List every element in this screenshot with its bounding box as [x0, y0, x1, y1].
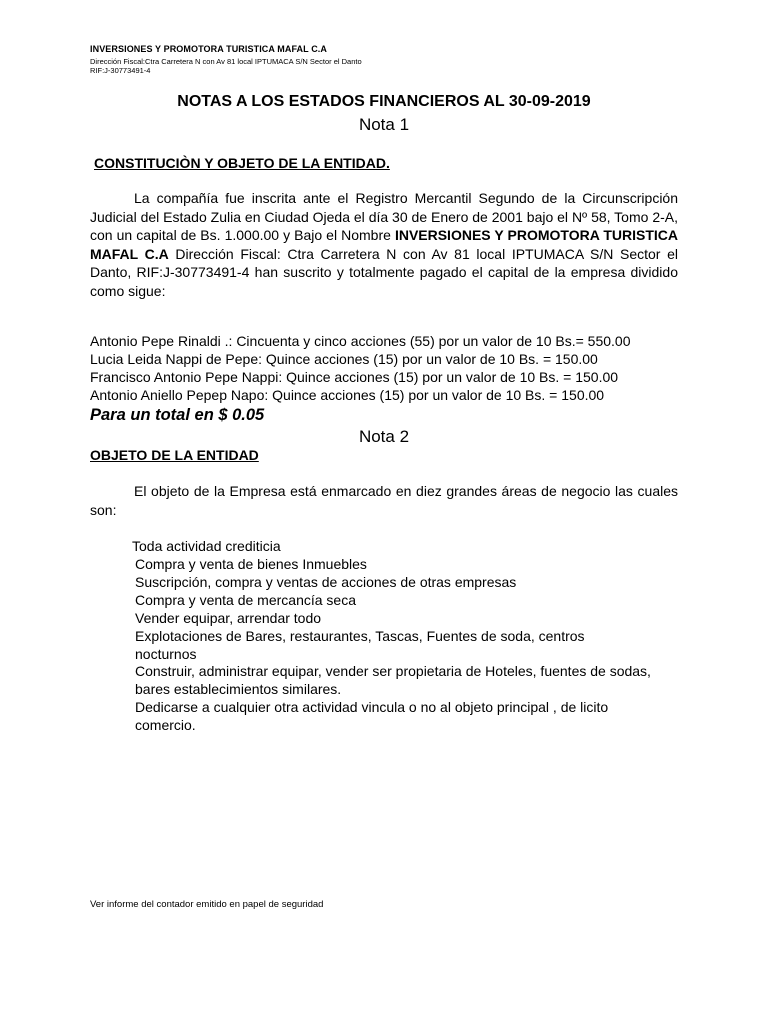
company-header: INVERSIONES Y PROMOTORA TURISTICA MAFAL C.A	[90, 44, 327, 54]
section-1-paragraph	[90, 189, 678, 300]
business-area-item: Compra y venta de mercancía seca	[135, 592, 356, 608]
paragraph-text: El objeto de la Empresa está enmarcado en diez grandes áreas de negocio las cuales son:	[90, 483, 678, 518]
capital-total: Para un total en $ 0.05	[90, 406, 265, 424]
business-area-item: Compra y venta de bienes Inmuebles	[135, 556, 367, 572]
business-area-item: Dedicarse a cualquier otra actividad vincula o no al objeto principal , de licito comercio.	[135, 699, 609, 733]
document-title: NOTAS A LOS ESTADOS FINANCIEROS AL 30-09-2019	[177, 93, 591, 110]
business-area-item: Explotaciones de Bares, restaurantes, Tascas, Fuentes de soda, centros nocturnos	[135, 628, 585, 662]
shareholder-line: Lucia Leida Nappi de Pepe: Quince acciones (15) por un valor de 10 Bs. = 150.00	[90, 351, 598, 367]
paragraph-text: La compañía fue inscrita ante el Registro Mercantil Segundo de la Circunscripción Judicial del Estado Zulia en Ciudad Ojeda el día 30 de Enero de 2001 bajo el Nº 58, Tomo 2-A, con un capital de Bs. 1.000.00 y Bajo el Nombre	[90, 190, 678, 243]
company-rif: RIF:J-30773491-4	[90, 66, 151, 75]
company-address: Dirección Fiscal:Ctra Carretera N con Av 81 local IPTUMACA S/N Sector el Danto	[90, 57, 362, 66]
business-area-item: Toda actividad crediticia	[132, 538, 281, 554]
section-1-heading: CONSTITUCIÒN Y OBJETO DE LA ENTIDAD.	[94, 155, 390, 171]
footer-note: Ver informe del contador emitido en papel de seguridad	[90, 899, 324, 910]
paragraph-text-continued: Dirección Fiscal: Ctra Carretera N con Av 81 local IPTUMACA S/N Sector el Danto, RIF:J-30773491-4 han suscrito y totalmente pagado el capital de la empresa dividido como sigue:	[90, 245, 678, 299]
section-2-heading: OBJETO DE LA ENTIDAD	[90, 447, 259, 463]
shareholder-line: Antonio Aniello Pepep Napo: Quince acciones (15) por un valor de 10 Bs. = 150.00	[90, 387, 605, 403]
business-area-item: Suscripción, compra y ventas de acciones de otras empresas	[135, 574, 517, 590]
paragraph-company-name: INVERSIONES Y PROMOTORA TURISTICA MAFAL C.A	[90, 227, 678, 262]
nota-1-label: Nota 1	[358, 115, 410, 134]
business-area-item: Vender equipar, arrendar todo	[135, 610, 322, 626]
shareholder-line: Francisco Antonio Pepe Nappi: Quince acciones (15) por un valor de 10 Bs. = 150.00	[90, 369, 619, 385]
business-area-item: Construir, administrar equipar, vender ser propietaria de Hoteles, fuentes de sodas, bares establecimientos similares.	[135, 663, 651, 697]
shareholder-line: Antonio Pepe Rinaldi .: Cincuenta y cinco acciones (55) por un valor de 10 Bs.= 550.00	[90, 333, 631, 349]
nota-2-label: Nota 2	[358, 427, 410, 446]
section-2-paragraph	[90, 482, 678, 519]
